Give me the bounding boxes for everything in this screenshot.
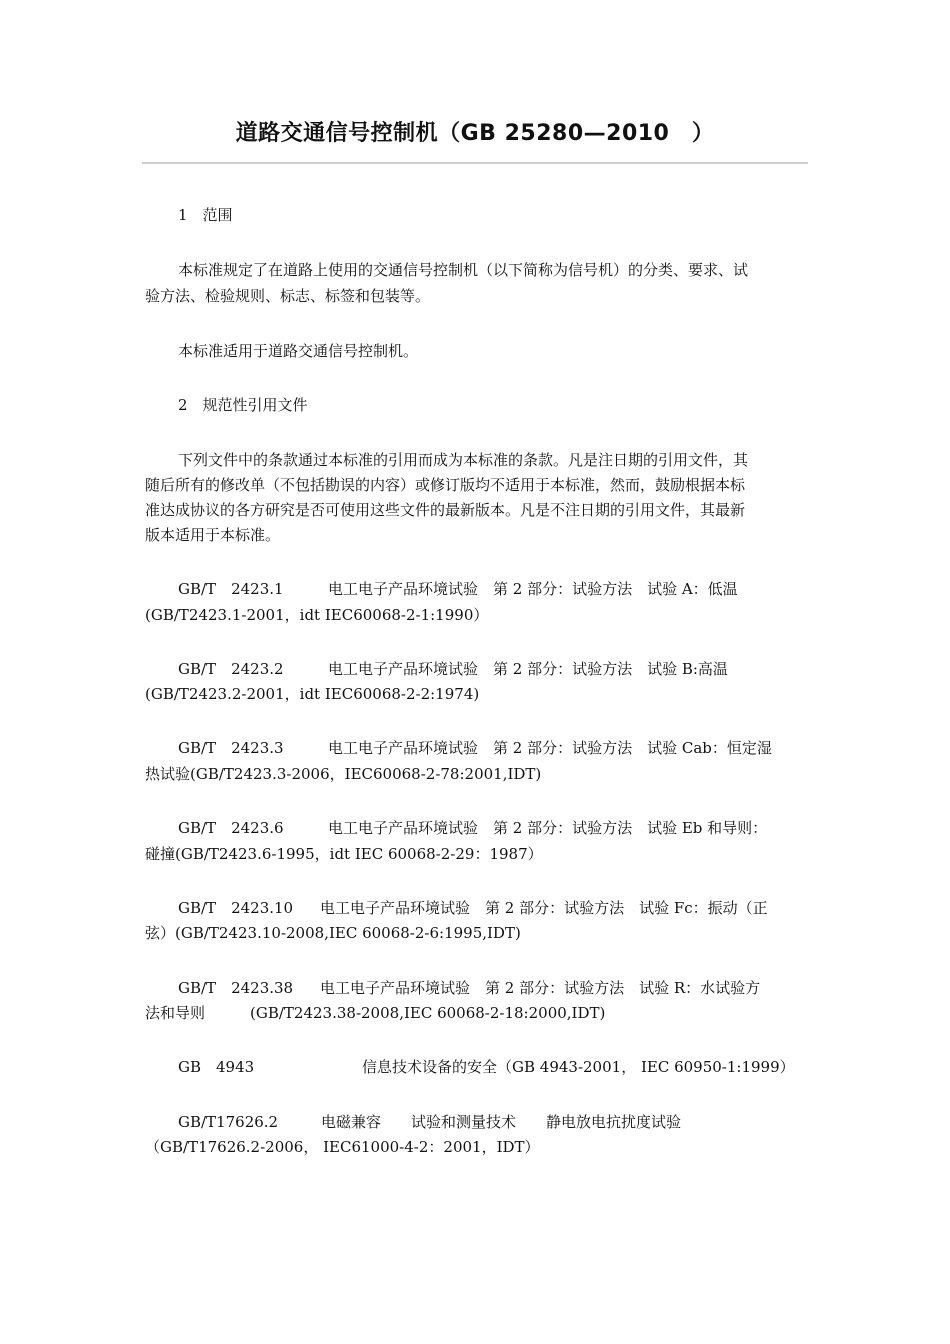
reference-item [145, 816, 843, 840]
reference-code: GB/T17626.2 [178, 1113, 279, 1131]
reference-code: GB/T 2423.10 [178, 899, 294, 917]
section-2-paragraph-line: 版本适用于本标准。 [145, 526, 281, 544]
reference-code: GB/T 2423.38 [178, 979, 294, 997]
reference-continuation: (GB/T2423.2-2001，idt IEC60068-2-2:1974) [145, 685, 480, 703]
section-2-paragraph-line: 随后所有的修改单（不包括勘误的内容）或修订版均不适用于本标准，然而，鼓励根据本标 [145, 476, 746, 494]
section-1-paragraph-line: 验方法、检验规则、标志、标签和包装等。 [145, 287, 431, 305]
reference-code: GB/T 2423.6 [178, 819, 284, 837]
reference-item [145, 736, 843, 760]
reference-continuation: (GB/T2423.1-2001，idt IEC60068-2-1:1990） [145, 606, 489, 624]
section-2-paragraph-line: 准达成协议的各方研究是否可使用这些文件的最新版本。凡是不注日期的引用文件，其最新 [145, 501, 746, 519]
reference-item [145, 1055, 843, 1079]
reference-title: 电工电子产品环境试验 第 2 部分：试验方法 试验 B:高温 [328, 660, 728, 678]
title-divider [142, 162, 808, 164]
reference-title: 电工电子产品环境试验 第 2 部分：试验方法 试验 Eb 和导则： [328, 819, 768, 837]
reference-code: GB/T 2423.2 [178, 660, 284, 678]
section-2-paragraph-line: 下列文件中的条款通过本标准的引用而成为本标准的条款。凡是注日期的引用文件，其 [178, 451, 749, 469]
reference-title: 电工电子产品环境试验 第 2 部分：试验方法 试验 Fc：振动（正 [320, 899, 768, 917]
reference-code: GB/T 2423.3 [178, 739, 284, 757]
section-1-paragraph-line: 本标准规定了在道路上使用的交通信号控制机（以下简称为信号机）的分类、要求、试 [178, 261, 749, 279]
reference-title: 电工电子产品环境试验 第 2 部分：试验方法 试验 R：水试验方 [320, 979, 761, 997]
section-1-heading: 1 范围 [178, 206, 233, 224]
reference-item [145, 657, 843, 681]
section-2-heading: 2 规范性引用文件 [178, 396, 308, 414]
reference-item [145, 1110, 843, 1134]
reference-item [145, 976, 843, 1000]
reference-continuation: 法和导则 (GB/T2423.38-2008,IEC 60068-2-18:2000,IDT) [145, 1004, 606, 1022]
reference-title: 信息技术设备的安全（GB 4943-2001， IEC 60950-1:1999） [362, 1058, 795, 1076]
reference-code: GB 4943 [178, 1058, 255, 1076]
reference-title: 电工电子产品环境试验 第 2 部分：试验方法 试验 A：低温 [328, 580, 738, 598]
reference-continuation: 热试验(GB/T2423.3-2006，IEC60068-2-78:2001,IDT) [145, 765, 542, 783]
reference-continuation: 弦）(GB/T2423.10-2008,IEC 60068-2-6:1995,IDT) [145, 924, 521, 942]
document-title: 道路交通信号控制机（GB 25280—2010 ） [235, 121, 715, 146]
reference-continuation: （GB/T17626.2-2006， IEC61000-4-2：2001，IDT） [145, 1138, 540, 1156]
reference-title: 电磁兼容 试验和测量技术 静电放电抗扰度试验 [321, 1113, 682, 1131]
reference-code: GB/T 2423.1 [178, 580, 284, 598]
reference-title: 电工电子产品环境试验 第 2 部分：试验方法 试验 Cab：恒定湿 [328, 739, 772, 757]
reference-item [145, 577, 843, 601]
reference-item [145, 896, 843, 920]
reference-continuation: 碰撞(GB/T2423.6-1995，idt IEC 60068-2-29：1987） [145, 845, 543, 863]
section-1-paragraph-2: 本标准适用于道路交通信号控制机。 [178, 342, 419, 360]
